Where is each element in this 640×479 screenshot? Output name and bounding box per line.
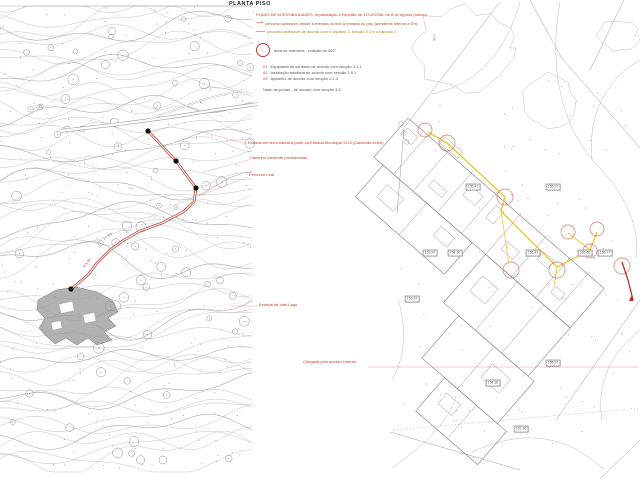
item-number: 01 — [263, 64, 268, 70]
elevation-label: 155.77 — [598, 250, 613, 257]
elevation-label: 153.97 — [405, 296, 420, 303]
route-radius-label: R 5.00 — [82, 257, 92, 269]
yellow-line-icon — [256, 31, 265, 32]
route-node — [193, 185, 198, 190]
annotation-rural-path: Percurso rural — [249, 172, 275, 177]
legend-item-label: percurso acessível de acordo com o capítulo 2, secção 2.1 e o capítulo 4 — [267, 29, 397, 35]
elevation-label: 154.30 — [448, 250, 463, 257]
vegetation-outlines-layer — [411, 4, 640, 129]
legend-item-yellow-route — [256, 29, 441, 34]
maneuver-label: área de manobra - rotação de 360° — [274, 47, 337, 53]
legend — [256, 12, 441, 92]
elevation-label: 154.30 — [486, 380, 501, 387]
legend-note: Nota: as portas - de acordo com secção 4.9 — [263, 86, 341, 92]
route-node — [68, 286, 73, 291]
legend-numbered-list — [263, 64, 441, 81]
legend-heading: PLANO DE ACESSIBILIDADES: republicação e Revisão de 17/12/2006, de 8 de Agosto (anexo) — [256, 12, 427, 17]
floor-plan — [266, 110, 626, 464]
annotation-road-name: Estrada de Vale Lago — [259, 302, 298, 307]
legend-numbered-item — [263, 76, 441, 82]
elevation-label: 151.30 — [514, 426, 529, 433]
elevation-label: 155.41 — [466, 184, 481, 191]
route-continuation-red — [622, 262, 634, 301]
annotation-paved-path: Caminho existente pavimentado — [250, 155, 308, 160]
item-label: Equipamento sanitário de acordo com secção 4.1.1 — [270, 64, 362, 70]
maneuver-circle-icon — [256, 43, 270, 57]
building-footprint — [37, 287, 118, 345]
item-number: 03 — [263, 75, 268, 81]
item-label: Aparelho de acordo com secção 1.2.3 — [270, 75, 338, 81]
legend-item-label: percurso acessível desde a entrada do lote à entrada do piso (pendente inferior a 6%) — [265, 20, 418, 26]
elevation-label: 155.97 — [546, 360, 561, 367]
legend-item-maneuver-area — [256, 43, 441, 57]
legend-item-accessible-route — [256, 21, 441, 26]
elevation-label: 155.41 — [526, 250, 541, 257]
elevation-label: 155.60 — [578, 250, 593, 257]
dimension-label: 1.45 — [432, 34, 437, 41]
arrival-annotation: Chegada pelo acesso exterior — [303, 359, 357, 364]
elevation-label: 153.97 — [423, 250, 438, 257]
route-node — [145, 128, 150, 133]
arrow-line-icon: ⟶ — [256, 19, 264, 26]
route-slope-label: i = 6% — [102, 231, 114, 241]
sheet-title: PLANTA PISO — [229, 1, 271, 7]
item-label: Instalação sanitária de acordo com secção 2.9.1 — [270, 70, 357, 76]
route-node — [173, 158, 178, 163]
item-number: 02 — [263, 70, 268, 76]
annotation-dirt-road: Estrada em terra batida a partir da Estrada Municipal 1015 (Caldeirão velho) — [248, 140, 384, 145]
tree-symbols-layer — [10, 15, 254, 464]
elevation-label: 155.97 — [546, 184, 561, 191]
